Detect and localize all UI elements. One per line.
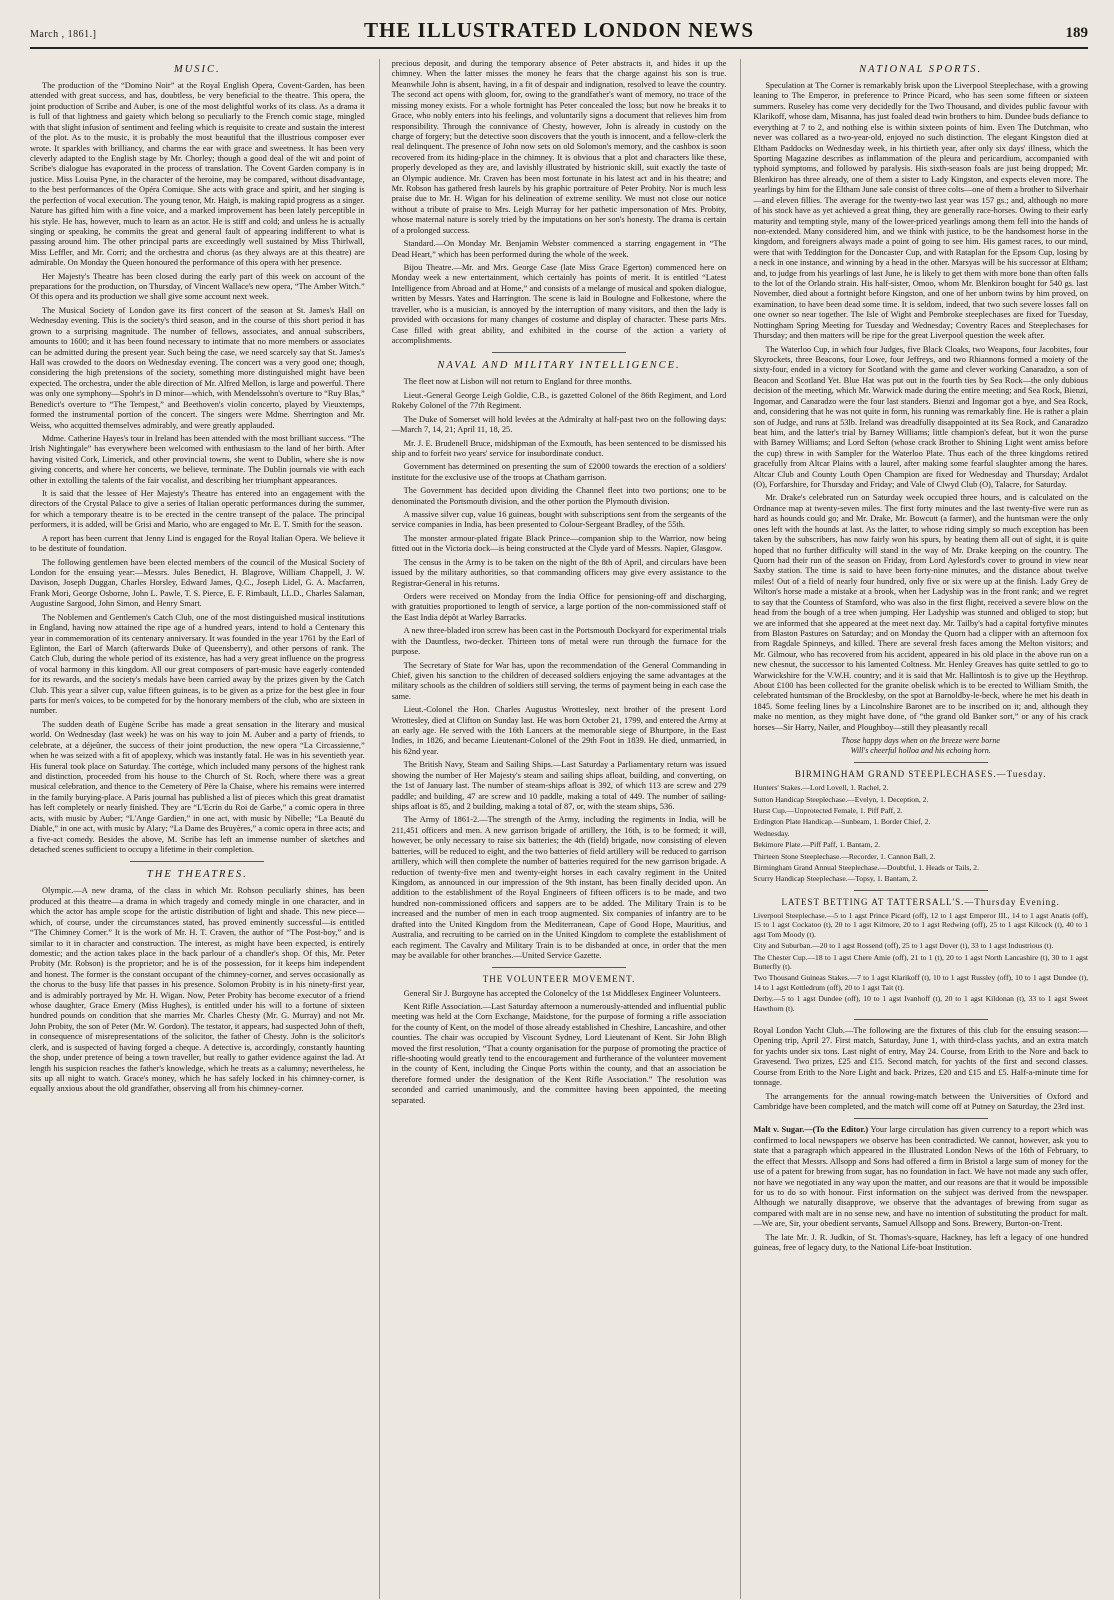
news-paragraph: The Government has decided upon dividing the Channel fleet into two portions; one to be denominated the Portsmouth division, and the other portion the Plymouth division. [391, 486, 727, 506]
naval-military-section [392, 377, 727, 961]
birmingham-heading: BIRMINGHAM GRAND STEEPLECHASES.—Tuesday. [794, 768, 1047, 779]
music-paragraph: It is said that the lessee of Her Majesty's Theatre has entered into an engagement with the directors of the Crystal Palace to give a series of Italian operatic performances during the summer, for which a temporary theatre is to be erected in the centre transept of the palace. The principal performers, it is added, will be Grisi and Mario, who are engaged to Mr. E. T. Smith for the season. [30, 489, 365, 530]
news-paragraph: The fleet now at Lisbon will not return to England for three months. [403, 377, 632, 387]
masthead [30, 18, 1088, 49]
news-paragraph: The Army of 1861-2.—The strength of the Army, including the regiments in India, will be 211,451 officers and men. A new garrison brigade of artillery, the 16th, is to be formed; it will, however, be only necessary to raise six batteries; the 4th (field) brigade, now consisting of eleven batteries, will be reduced to eight, and the two batteries of field artillery will be reduced to garrison artillery, which will then complete the number of batteries required for the new garrison brigade. A reduction of twenty-five men and twenty-eight horses in each cavalry regiment in the United Kingdom, as announced in our impression of the 9th instant, has been finally decided upon. An addition to the establishment of the Royal Engineers of fifteen officers is to be made, and two hundred non-commissioned officers and sappers are to be added. The Military Train is to be increased and the number of men in each troop augmented. Six companies of infantry are to be drafted into the United Kingdom from the Mediterranean, Cape of Good Hope, Mauritius, and Australia, and recruiting to be carried on in the United Kingdom to complete the establishment of each regiment. The Cavalry and Military Train is to be disbanded at once, in order that the men may be available for other branches.—United Service Gazette. [391, 815, 727, 960]
race-result: Thirteen Stone Steeplechase.—Recorder, 1. Cannon Ball, 2. [753, 851, 936, 861]
theatre-paragraph: precious deposit, and during the temporary absence of Peter abstracts it, and hides it up the chimney. When the latter misses the money he fears that the charge against his son is true. Meanwhile John is absent, having, in a fit of despair and indignation, resolved to leave the country. The second act opens with gloom, for, owing to the grandfather's want of memory, no trace of the missing money exists. For a whole fortnight has Peter concealed the loss; but now he breaks it to Grace, who nobly enters into his feelings, and voluntarily signs a document that relieves him from responsibility. Through the connivance of Chesty, however, John is already in custody on the charge of forgery; but the detective soon discovers that the youth is innocent, and a fellow-clerk the real delinquent. The presence of John now sets on old Solomon's memory, and the cashbox is soon recovered from its hiding-place in the chimney. It is obvious that a plot and characters like these, properly developed as they are, and lavishly illustrated by histrionic skill, suit exactly the taste of an Olympic audience. Mr. Craven has been most fortunate in his latest act and in his theatre; and Mr. Robson has gathered fresh laurels by his graphic portraiture of Peter Probity. Nor is much less praise due to Mr. H. Wigan for his delineation of extreme senility. We must not close our notice without a tribute of praise to Mrs. Leigh Murray for her pathetic impersonation of Mrs. Probity, whose maternal nature is sorely tried by the imputations on her son's honesty. The drama is certain of a prolonged success. [391, 59, 727, 235]
newspaper-title: THE ILLUSTRATED LONDON NEWS [363, 18, 755, 42]
music-paragraph: Her Majesty's Theatre has been closed during the early part of this week on account of the preparations for the production, on Thursday, of Vincent Wallace's new opera, “The Amber Witch.” Of this opera and its production we shall give some account next week. [30, 271, 365, 302]
yacht-club-paragraph: Royal London Yacht Club.—The following are the fixtures of this club for the ensuing season:—Opening trip, April 27. First match, Saturday, June 1, with third-class yachts, and an extra match for yachts under six tons. Last night of entry, May 24. Course, from Erith to the Nore and back to Gravesend. Two prizes, £25 and £15. Second match, for yachts of the first and second classes. Course from Erith to the Nore Light and back. Prizes, £20 and £15 and £5. Half-a-minute time for tonnage. [753, 1026, 1089, 1088]
issue-date: March , 1861.] [30, 29, 97, 40]
verse-line: Will's cheerful holloa and his echoing horn. [850, 746, 991, 756]
race-result: Hurst Cup.—Unprotected Female, 1. Piff Paff, 2. [753, 805, 903, 815]
music-paragraph: The following gentlemen have been elected members of the council of the Musical Society of London for the ensuing year:—Messrs. Jules Benedict, H. Blagrove, William Chappell, J. W. Davison, Joseph Duggan, Charles Horsley, Edward James, Q.C., Joseph Lidel, G. A. Macfarren, Frank Mori, George Osborne, John L. Pawle, T. S. Pierce, E. F. Rimbault, LL.D., Charles Salaman, Augustine Sargood, John Simon, and Henry Smart. [30, 557, 365, 609]
rowing-match-paragraph: The arrangements for the annual rowing-match between the Universities of Oxford and Cambridge have been completed, and the match will come off at Putney on Saturday, the 23rd inst. [753, 1091, 1089, 1111]
betting-line: The Chester Cup.—18 to 1 agst Chere Amie (off), 21 to 1 (t), 20 to 1 agst North Lancashire (t), 30 to 1 agst Butterfly (t). [753, 952, 1089, 971]
news-paragraph: The census in the Army is to be taken on the night of the 8th of April, and circulars have been issued by the military authorities, so that commanding officers may give every assistance to the Registrar-General in his returns. [391, 557, 727, 588]
sports-paragraph: The Waterloo Cup, in which four Judges, five Black Cloaks, two Weapons, four Jacobites, four Skyrockets, three Beacons, four Lowe, four Jeffreys, and two Rhiannons formed a moiety of the sixty-four, ended in a victory for Scotland with the game and clever working Canaradzo, a son of Beacon and Scotland Yet. Blue Hat was put out in the fourth ties by Sea Rock—the only dubious decision of the meeting, which Mr. Warwick made during the entire meeting; and Sea Rock, Bienzi, Ingomar, and Canaradzo were the four last standers. Bienzi and Ingomar got a bye, and Sea Rock, and, considering that he was not quite in form, his running was remarkably fine. He is rather a plain son of Judge, and runs at 53lb. Ireland was dreadfully disappointed at its Sea Rock, and Canaradzo beat him, and the latter's trial by Barney Williams; little champion's defeat, but it won the purse with Barney Williams; and Lord Sefton (whose crack Brother to Shining Light went amiss before the cup) threw in with Sampler for the Waterloo Plate. Thus each of the three kingdoms retired gracefully from Altcar Plains with a laurel, after making some fearful slaughter among the hares. Altcar Club and County Louth Open Champion are fixed for Wednesday and Thursday; Ardalot (O), Forfarshire, for Thursday and Friday; and Vale of Clwyd Club (O), Talacre, for Saturday. [753, 344, 1089, 490]
section-divider [492, 967, 626, 968]
news-paragraph: The monster armour-plated frigate Black Prince—companion ship to the Warrior, now being fitted out in the Victoria dock—is being constructed at the Clyde yard of Messrs. Napier, Glasgow. [391, 533, 727, 554]
news-paragraph: General Sir J. Burgoyne has accepted the Colonelcy of the 1st Middlesex Engineer Volunteers. [403, 988, 721, 998]
music-paragraph: Mdme. Catherine Hayes's tour in Ireland has been attended with the most brilliant success. “The Irish Nightingale” has everywhere been welcomed with enthusiasm to the land of her birth. After having visited Cork, Limerick, and other provincial towns, she went to Dublin, where she is now giving concerts, and where her concerts, we believe, terminate. The Dublin journals vie with each other in extolling the talents of the fair vocalist, and describing her triumphant appearances. [30, 433, 365, 485]
music-heading: MUSIC. [173, 64, 221, 75]
news-paragraph: Kent Rifle Association.—Last Saturday afternoon a numerously-attended and influential public meeting was held at the Corn Exchange, Maidstone, for the purpose of forming a rifle association for the county of Kent, on the model of those already established in Cheshire, Lancashire, and other counties. The chair was occupied by Viscount Sydney, Lord Lieutenant of Kent. Sir John Bligh moved the first resolution, “That a county organisation for the purpose of promoting the practice of rifle-shooting would greatly tend to the encouragement and furtherance of the volunteer movement in the county of Kent, including the Cinque Ports within the county, and that an association be therefore formed under the designation of the Kent Rifle Association.” The resolution was seconded and carried unanimously, and the committee having been appointed, the meeting separated. [391, 1001, 727, 1105]
betting-lines [753, 911, 1088, 1013]
column-2 [379, 59, 727, 1599]
theatre-paragraph: Olympic.—A new drama, of the class in which Mr. Robson peculiarly shines, has been produced at this theatre—a drama in which tragedy and comedy mingle in one character, and in which the actor has ample scope for the artistic distribution of light and shade. This new piece—which, of course, under the circumstances stated, has proved eminently successful—is entitled “The Chimney Corner.” It is the work of Mr. H. T. Craven, the author of “The Post-boy,” and is similar to it in character and construction. The interest, as might have been expected, is entirely domestic; and the action takes place in the back parlour of a chandler's shop. Of this, Mr. Peter Probity (Mr. Robson) is the proprietor; and he is of the possession, for it keeps him independent and honest. The former is the constant occupant of the chimney-corner, and serves occasionally as the chorus to the busy life that passes in his presence. Solomon Probity is in his ninety-first year, and is admirably portrayed by Mr. H. Wigan. Now, Peter Probity has become executor of a friend whose daughter, Grace Emery (Miss Hughes), is entitled under his will to a fortune of sixteen hundred pounds on condition that she marries Mr. Charles Chesty (Mr. G. Murray) and not Mr. John Probity, the son of Peter (Mr. W. Gordon). The testator, it appears, had suspected John of theft, in consequence of misrepresentations of the solicitor, the father of Chesty. John is the solicitor's clerk, and is suspected of having forged a cheque. A detective is, accordingly, constantly haunting the shop, under pretence of being a town traveller, but really to gather evidence against the lad. At length his suspicion reaches the father's knowledge, which he treats as a calumny; nevertheless, he sits up all night to watch. Grace's money, which he has safely locked in his chimney-corner, is equally anxious about the old grandfather, observing all from his chimney-corner. [30, 886, 365, 1094]
theatre-paragraph: Standard.—On Monday Mr. Benjamin Webster commenced a starring engagement in “The Dead Heart,” which has been performed during the whole of the week. [391, 239, 727, 259]
race-result: Erdington Plate Handicap.—Sunbeam, 1. Border Chief, 2. [753, 817, 931, 827]
news-paragraph: The British Navy, Steam and Sailing Ships.—Last Saturday a Parliamentary return was issued showing the number of Her Majesty's steam and sailing ships afloat, building, and converting, on the 1st of January last. The number of steam-ships afloat is 392, of which 113 are screw and 279 paddle; and building, 47 are screw and 10 paddle, making a total of 449. The number of sailing-ships afloat is 85, and 2 building, making a total of 87, or, with the steam ships, 536. [391, 760, 727, 812]
music-section [30, 81, 365, 855]
news-paragraph: Lieut.-Colonel the Hon. Charles Augustus Wrottesley, next brother of the present Lord Wrottesley, died at Clifton on Sunday last. He was born October 21, 1799, and entered the Army at an early age. He served with the 16th Lancers at the memorable siege of Bhurtpore, in the East Indies, in 1826, and became Lieutenant-Colonel of the 29th Foot in 1839. He died, unmarried, in his 62nd year. [391, 705, 727, 756]
betting-line: Liverpool Steeplechase.—5 to 1 agst Prince Picard (off), 12 to 1 agst Emperor III., 14 to 1 agst Anatis (off), 15 to 1 agst Cockatoo (t), 20 to 1 agst Kilmore, 20 to 1 agst Redwing (off), 25 to 1 agst Kilcock (t), 40 to 1 agst Tom Moody (t). [753, 910, 1089, 939]
section-divider [130, 861, 264, 862]
sports-heading: NATIONAL SPORTS. [859, 64, 983, 75]
music-paragraph: A report has been current that Jenny Lind is engaged for the Royal Italian Opera. We believe it to be destitute of foundation. [30, 533, 365, 554]
race-result: Wednesday. [753, 828, 790, 838]
section-divider [854, 1019, 988, 1020]
news-paragraph: Government has determined on presenting the sum of £2000 towards the erection of a soldiers' institute for the exclusive use of the troops at Chatham garrison. [391, 462, 727, 482]
race-result: Bekimore Plate.—Piff Paff, 1. Bantam, 2. [753, 840, 881, 850]
page-number: 189 [1065, 25, 1088, 41]
betting-line: Derby.—5 to 1 agst Dundee (off), 10 to 1 agst Ivanhoff (t), 20 to 1 agst Kildonan (t), 33 to 1 agst Sweet Hawthorn (t). [753, 994, 1089, 1013]
malt-sugar-letter [753, 1125, 1088, 1229]
section-divider [854, 890, 988, 891]
verse-quotation [753, 736, 1088, 756]
betting-heading: LATEST BETTING AT TATTERSALL'S.—Thursday Evening. [781, 896, 1060, 907]
section-divider [854, 1118, 988, 1119]
music-paragraph: The Noblemen and Gentlemen's Catch Club, one of the most distinguished musical institutions in England, having now attained the ripe age of a hundred years, intend to hold a Centenary this year in commemoration of its centenary anniversary. It was founded in the year 1761 by the Earl of Eglinton, the Earl of March (afterwards Duke of Queensberry), and other persons of rank. The Catch Club, during the whole period of its existence, has had a very great influence on the progress of vocal harmony in this kingdom. All our great composers of part-music have eagerly contended for its rewards, and the society's medals have been carried away by the prizes given by the Catch Club. This year a silver cup, value fifteen guineas, is to be given as a prize for the best glee in four parts for men's voices, to be competed for by the honorary members of the club, who are sixteen in number. [30, 612, 365, 716]
birmingham-results [753, 783, 1088, 884]
section-divider [492, 352, 626, 353]
race-result: Sutton Handicap Steeplechase.—Evelyn, 1. Deception, 2. [753, 794, 929, 804]
verse-line: Those happy days when on the breeze were borne [841, 736, 1000, 746]
legacy-paragraph: The late Mr. J. R. Judkin, of St. Thomas's-square, Hackney, has left a legacy of one hundred guineas, free of legacy duty, to the National Life-boat Institution. [753, 1232, 1089, 1253]
news-paragraph: A new three-bladed iron screw has been cast in the Portsmouth Dockyard for experimental trials with the Dauntless, two-decker. Thirteen tons of metal were run through the furnace for the purpose. [391, 626, 727, 657]
naval-military-heading: NAVAL AND MILITARY INTELLIGENCE. [437, 360, 681, 372]
betting-line: City and Suburban.—20 to 1 agst Rossend (off), 25 to 1 agst Dover (t), 33 to 1 agst Industrious (t). [753, 941, 1054, 951]
column-1 [30, 59, 365, 1599]
race-result: Birmingham Grand Annual Steeplechase.—Doubtful, 1. Heads or Tails, 2. [753, 862, 979, 872]
sports-paragraph: Speculation at The Corner is remarkably brisk upon the Liverpool Steeplechase, with a growing leaning to The Emperor, in preference to Prince Picard, who has seen some fifteen or sixteen summers. Ruseley has come very decidedly for the Two Thousand, and divides public favour with Klarikoff, whose dam, Misanna, has just foaled dead twin brothers to him. Dundee buds defiance to everything at 7 to 2, and nothing else is within sixteen points of him. Even The Dutchman, who never was collared as a two-year-old, enjoyed no such distinction. The elegant Kingston died at Eltham Paddocks on Wednesday week, in his thirtieth year, after only six days' illness, which the Sporting Magazine describes as inflammation of the pleura and pericardium, accompanied with typhoid symptoms, and followed by paralysis. His sixth-season foals are just being dropped; Mr. Blenkiron has three already, one of them a sister to Lady Kingston, and expects eleven more. The yearlings by him for the Eltham June sale consist of three colts—one of them a brother to Silverhair—and eleven fillies. The average for the twenty-two last year was 157 gs.; and, although no more of his stock have as yet achieved a great thing, they are generally race-horses. Owing to their early maturity and tempting style, many of the lower-priced yearlings among them fell into the hands of non-extended. Many considered him, and we think with justice, to be the handsomest horse in the kingdom, and foreigners always made a point of going to see him. His gamest races, to our mind, were that with Teddington for the Doncaster Cup, and with Rataplan for the Epsom Cup, losing by a neck in one instance, and winning by a head in the other. Marsyas will be his successor at Eltham; and, to judge from his yearlings of last June, he is likely to get them with more bone than often falls to the lot of the Orlando strain. His half-sister, Omoo, whom Mr. Blenkiron bought for 540 gs. last November, died about a fortnight before Kingston, and one of her unborn twins by him proved, on examination, to have been dead some time. It is seldom, indeed, that two such severe losses fall on one owner so near together. The Isle of Wight and Pembroke steeplechases are fixed for Tuesday, Nottingham Spring Meeting for Tuesday and Wednesday; Coventry Races and Steeplechases for Thursday; and then matters will be ripe for the great Liverpool question the week after. [753, 81, 1089, 341]
volunteer-section [392, 989, 727, 1107]
news-paragraph: Lieut.-General George Leigh Goldie, C.B., is gazetted Colonel of the 86th Regiment, and Lord Rokeby Colonel of the 77th Regiment. [391, 390, 727, 411]
news-paragraph: The Duke of Somerset will hold levées at the Admiralty at half-past two on the following days:—March 7, 14, 21; April 11, 18, 25. [391, 414, 727, 435]
news-paragraph: Mr. J. E. Brudenell Bruce, midshipman of the Exmouth, has been sentenced to be dismissed his ship and to forfeit two years' service for insubordinate conduct. [391, 438, 727, 458]
news-paragraph: The Secretary of State for War has, upon the recommendation of the General Commanding in Chief, given his sanction to the children of deceased soldiers enjoying the same advantages at the military schools as the children of soldiers still serving, the terms of payment being in each case the same. [391, 660, 727, 701]
music-paragraph: The production of the “Domino Noir” at the Royal English Opera, Covent-Garden, has been attended with great success, and has, doubtless, be very beneficial to the theatre. This opera, the joint production of Scribe and Auber, is one of the most delightful works of its class. As a drama it is full of that lightness and gaiety which belong so peculiarly to the French comic stage, mingled with that slight infusion of sentiment and feeling which is requisite to create and sustain the interest of the plot. As to the music, it is probably the most beautiful that the illustrious composer ever wrote. It sparkles with brilliancy, and charms the ear with grace and sweetness. It has been very cleverly adapted to the English stage by Mr. Chorley; though a good deal of the wit and point of Scribe's dialogue has evaporated in the process of translation. The Covent Garden company is in justice. Miss Louisa Pyne, in the character of the heroine, may be compared, without disadvantage, to the best performances of the Opéra Comique. She acts with grace and spirit, and her singing is the perfection of vocal execution. The young tenor, Mr. Haigh, is making rapid progress as a singer. Nature has gifted him with a fine voice, and a marked improvement has been lately perceptible in his style. He has, however, much to learn as an actor. He is stiff and cold; and unless he is actually singing or speaking, he commits the great and general fault of appearing indifferent to what is passing around him. The other principal parts are exceedingly well sustained by Miss Thirlwall, Miss Leffler, and Mr. Corri; and the orchestra and chorus (as they always are at this theatre) are admirable. On Monday the Queen honoured the performance of this opera with her presence. [30, 81, 365, 268]
music-paragraph: The Musical Society of London gave its first concert of the season at St. James's Hall on Wednesday evening. This is the society's third season, and in the course of this short period it has grown to a surprising magnitude. The number of fellows, associates, and annual subscribers, amounts to 1600; and it has been found necessary to intimate that no more members or associates can be admitted during the present year. Such being the case, we need scarcely say that St. James's Hall was crowded to the doors on Wednesday evening. The concert was a very good one; though, considering the high pretensions of the society, something more distinguished might have been expected. The orchestra, under the able direction of Mr. Alfred Mellon, is large and powerful. There was only one symphony—Spohr's in D minor—which, with Mendelssohn's overture to “Ruy Blas,” Benedict's overture to “The Tempest,” and Beethoven's violin concerto, played by Vieuxtemps, formed the instrumental portion of the concert. The singers were Mdme. Sherrington and Mr. Weiss, who acquitted themselves admirably, and were greatly applauded. [30, 305, 365, 430]
race-result: Hunters' Stakes.—Lord Lovell, 1. Rachel, 2. [753, 783, 889, 793]
news-paragraph: A massive silver cup, value 16 guineas, bought with subscriptions sent from the sergeants of the service companies in India, has been presented to Colour-Sergeant Bradley, of the 55th. [391, 510, 727, 530]
letter-heading: Malt v. Sugar.—(To the Editor.) [753, 1125, 869, 1135]
sports-section [753, 81, 1088, 733]
race-result: Scurry Handicap Steeplechase.—Topsy, 1. Bantam, 2. [753, 874, 918, 884]
theatre-paragraph: Bijou Theatre.—Mr. and Mrs. George Case (late Miss Grace Egerton) commenced here on Monday week a new entertainment, which certainly has points of merit. It is entitled “Latest Intelligence from Abroad and at Home,” and consists of a melange of musical and spoken dialogue, written by Messrs. Yates and Harrington. The scene is laid in Boulogne and Folkestone, where the traveller, who is a musician, is annoyed by the interruption of many visitors, and then the lady is provided with occasions for many changes of costume and display of character. These parts Mrs. Case filled with great ability, and exhibited in the course of the action a variety of accomplishments. [391, 263, 727, 345]
letter-body: Your large circulation has given currency to a report which was confirmed to local newspapers we observe has been contradicted. We cannot, however, ask you to state that a paragraph which appeared in the Illustrated London News of the 16th of February, to the effect that Messrs. Allsopp and Sons had offered a firm in Bristol a large sum of money for the use of a patent for brewing from sugar, has no foundation in fact. We have not made any such offer, nor have we negotiated in any way upon the matter, and our reasons are that it would be impossible for us to do so with honour. First information on the subject was derived from the newspaper. Although we naturally disapprove, we observe that the advantages of brewing from sugar as compared with malt are in no sense new, and have no intention of substituting the product for malt.—We are, Sir, your obedient servants, Samuel Allsopp and Sons. Brewery, Burton-on-Trent. [753, 1125, 1089, 1229]
sports-paragraph: Mr. Drake's celebrated run on Saturday week occupied three hours, and is calculated on the Ordnance map at twenty-seven miles. The first forty minutes and the last twenty-five were run as hard as hounds could go; and Mr. Drake, Mr. Bowcutt (a farmer), and the huntsman were the only ones left with the hounds at last. As the latter, to whose riding simply so much exception has been taken by the subscribers, has now fairly won his spurs, by beating them all out of sight, it is quite hoped that no further difficulty will stand in the way of Mr. Drake keeping on the country. The Quorn had their run of the season on Friday, from Lord Aylesford's cover to ground in view near Saxby station. The time is said to have been forty-nine minutes, and the distance about twelve miles! Out of a field of nearly four hundred, only five or six were up at the finish. Lady Grey de Wilton's horse made a mistake at a brook, when her Ladyship was in the front rank; and we regret to say that the Countess of Stamford, who was also in the first flight, received a severe blow on the head from the bough of a tree when jumping. Her Ladyship was stunned and obliged to stop; but we are informed that she appeared at the meet next day. Mr. Tailby's had a capital fortyfive minutes from Blaston Pastures on Saturday; and on Monday the Quorn had a clipper with an afternoon fox from Ragdale Spinneys, and killed. There are several fresh faces among the Melton visitors; and Mr. Gilmour, who has recovered from his accident, appeared in his old place in the above run on a new chesnut, the successor to his lamented Coltness. Mr. Henley Greaves has quite settled to go to Warwickshire for the V.W.H. country; and it is said that Mr. Hallintosh is to give up the Heythrop. About £100 has been collected for the granite obelisk which is to be erected to William Smith, the celebrated huntsman of the Brocklesby, on the spot at Barnoldby-le-beck, where he met his death in 1845. Some feeling lines by a Lincolnshire Baronet are to be inscribed on it; and, although they make no mention, as they might have done, of “the grand old Banker sort,” or any of his crack horses—Sir Harry, Nailer, and Ploughboy—still they pleasantly recall [753, 493, 1089, 732]
section-divider [854, 762, 988, 763]
news-paragraph: Orders were received on Monday from the India Office for pensioning-off and discharging, with gratuities proportioned to length of service, a large portion of the non-commissioned staff of the East India dépôt at Warley Barracks. [391, 592, 727, 622]
music-paragraph: The sudden death of Eugène Scribe has made a great sensation in the literary and musical world. On Wednesday (last week) he was on his way to join M. Auber and a party of friends, to celebrate, at a déjeûner, the success of their joint production, the new opera “La Circassienne,” when he was seized with a fit of apoplexy, which was instantly fatal. He was in his seventieth year. His funeral took place on Saturday. The cortège, which included many persons of the highest rank and distinction, proceeded from his house to the Church of St. Roch, where there was a great musical celebration, and thence to the Cemetery of Père la Chaise, where his remains were interred in the family burying-place. A Paris journal has published a list of pieces which this great dramatist has left completely or nearly finished. They are “L'Ecrin du Roi de Garbe,” a comic opera in three acts, with music by Auber; “L'Ange Gardien,” in one act, with music by Nibelle; “La Beauté du Diable,” in one act, with music by Alary; “La Dame des Bruyères,” a comic opera in three acts; and a five-act comedy. Besides the above, M. Scribe has left an immense number of sketches and detached scenes sufficient to occupy a lifetime in their completion. [30, 719, 365, 854]
theatres-continued [392, 59, 727, 346]
column-3 [740, 59, 1088, 1599]
volunteer-heading: THE VOLUNTEER MOVEMENT. [482, 974, 636, 985]
theatres-section [30, 886, 365, 1094]
theatres-heading: THE THEATRES. [146, 869, 248, 881]
betting-line: Two Thousand Guineas Stakes.—7 to 1 agst Klarikoff (t), 10 to 1 agst Russley (off), 10 to 1 agst Dundee (t), 14 to 1 agst Kettledrum (off), 20 to 1 agst Tait (t). [753, 973, 1089, 992]
